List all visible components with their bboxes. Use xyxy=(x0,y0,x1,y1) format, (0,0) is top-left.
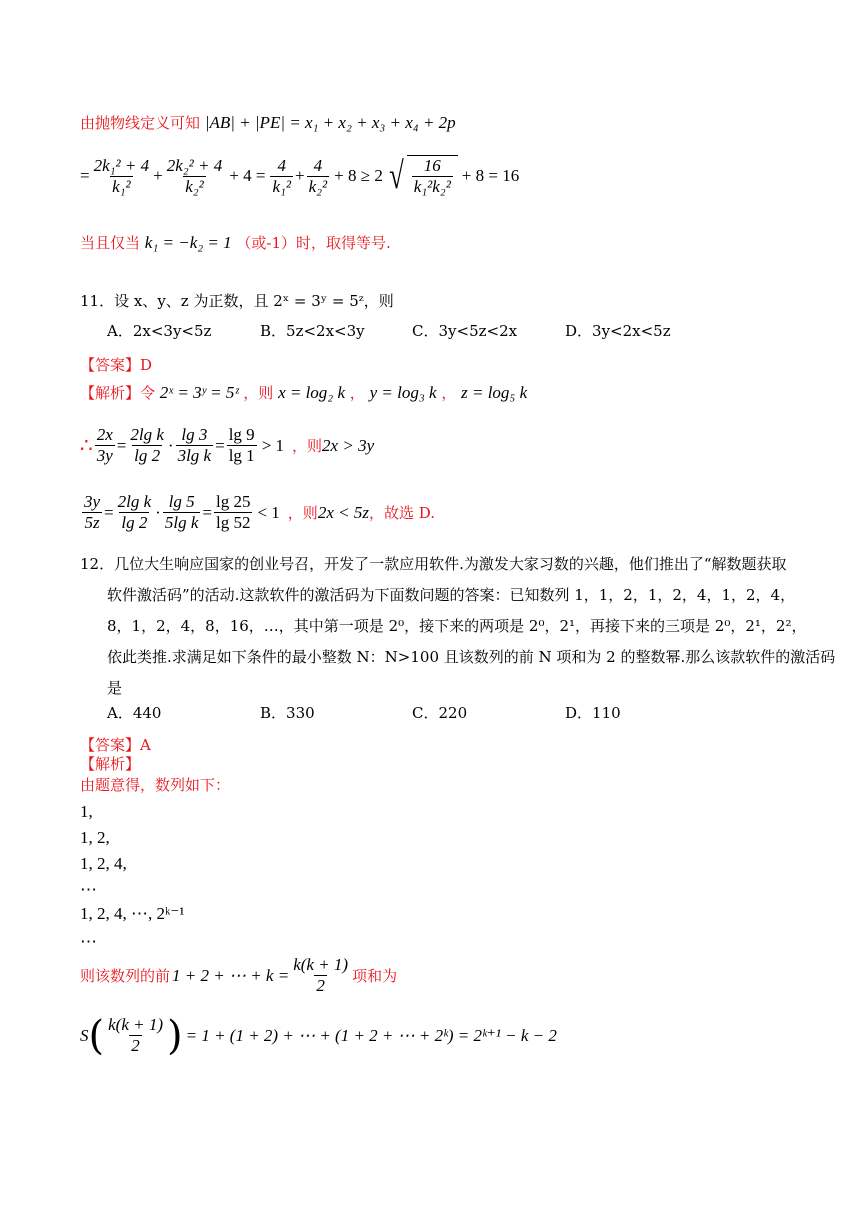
text-suffix: 项和为 xyxy=(352,967,398,985)
text: ， xyxy=(349,384,365,402)
seq-row-dots-2: ⋯ xyxy=(80,932,97,951)
denominator: lg 2 xyxy=(134,446,161,465)
fraction xyxy=(163,492,201,533)
equation-line-sum xyxy=(80,155,519,197)
analysis-label: 【解析】令 xyxy=(80,384,156,402)
q12-option-b: B．330 xyxy=(260,704,315,722)
dot: · xyxy=(167,435,174,455)
text: ，则 xyxy=(243,384,274,402)
text: < 1 xyxy=(257,502,280,522)
line-equality-condition xyxy=(80,232,391,253)
numerator: 2k₂² + 4 xyxy=(166,155,223,175)
radical-icon: √ xyxy=(388,155,404,197)
equation: k₁ = −k₂ = 1 xyxy=(144,233,232,252)
text-prefix: 由抛物线定义可知 xyxy=(80,114,201,132)
denominator: 2 xyxy=(316,976,325,995)
eq-sign: = xyxy=(116,435,127,455)
fraction xyxy=(128,425,166,466)
text: ， xyxy=(441,384,457,402)
text: ，则 xyxy=(292,437,323,455)
numerator: 16 xyxy=(423,156,441,175)
question-12-line-4: 依此类推.求满足如下条件的最小整数 N：N>100 且该数列的前 N 项和为 2 的整数幂.那么该款软件的激活码 xyxy=(107,648,836,666)
q12-option-a: A．440 xyxy=(107,704,162,722)
q11-answer: 【答案】D xyxy=(80,356,153,374)
seq-row-dots-1: ⋯ xyxy=(80,880,97,899)
text: ，则 xyxy=(287,504,318,522)
text: + 8 ≥ 2 xyxy=(334,166,383,185)
denominator: lg 2 xyxy=(121,513,148,532)
denominator: lg 52 xyxy=(215,513,251,532)
seq-row-1: 1, xyxy=(80,802,93,821)
question-12-line-2: 软件激活码”的活动.这款软件的激活码为下面数问题的答案：已知数列 1，1，2，1，2，4，1，2，4， xyxy=(107,586,796,604)
paren-right-icon: ) xyxy=(167,1012,183,1059)
numerator: lg 25 xyxy=(215,492,251,511)
denominator: lg 1 xyxy=(228,446,255,465)
q11-analysis-line xyxy=(80,382,527,403)
fraction xyxy=(106,1015,165,1056)
eq-sign: = xyxy=(215,435,225,455)
q12-option-c: C．220 xyxy=(412,704,468,722)
q11-option-c: C．3y<5z<2x xyxy=(412,322,518,340)
plus: + xyxy=(295,166,305,185)
seq-row-2: 1, 2, xyxy=(80,828,110,847)
q12-sum-count-line xyxy=(80,955,397,996)
numerator: 2x xyxy=(96,425,113,444)
equation: z = log₅ k xyxy=(461,383,528,402)
numerator: k(k + 1) xyxy=(293,955,349,974)
equation: 2ˣ = 3ʸ = 5ᶻ xyxy=(159,383,239,402)
denominator: 5z xyxy=(84,513,100,532)
therefore-icon: ∴ xyxy=(80,435,93,457)
fraction xyxy=(165,156,225,197)
denominator: k₁² xyxy=(272,176,291,196)
q12-option-d: D．110 xyxy=(565,704,621,722)
numerator: 4 xyxy=(277,155,286,175)
text: > 1 xyxy=(261,435,285,455)
text: + 4 = xyxy=(229,166,266,185)
denominator: 3lg k xyxy=(177,446,212,465)
denominator: 2 xyxy=(131,1036,140,1055)
numerator: 4 xyxy=(313,155,323,175)
equation: 1 + 2 + ⋯ + k = xyxy=(172,965,290,985)
fraction xyxy=(227,425,257,466)
fraction xyxy=(92,156,152,197)
result: 2x < 5z xyxy=(317,502,369,522)
plus: + xyxy=(153,166,163,185)
seq-row-k: 1, 2, 4, ⋯, 2ᵏ⁻¹ xyxy=(80,904,185,923)
q12-analysis-label: 【解析】 xyxy=(80,755,141,773)
numerator: lg 5 xyxy=(168,492,195,511)
q11-ratio-line-1 xyxy=(80,425,374,466)
denominator: 3y xyxy=(96,446,113,465)
square-root xyxy=(386,155,458,197)
question-12-line-1: 12．几位大生响应国家的创业号召，开发了一款应用软件.为激发大家习数的兴趣，他们推出了“解数题获取 xyxy=(80,555,787,573)
eq-sign: = xyxy=(104,502,114,522)
q11-ratio-line-2 xyxy=(80,492,435,533)
fraction xyxy=(176,425,214,466)
fraction xyxy=(82,492,102,533)
text: + 8 = 16 xyxy=(461,166,520,185)
numerator: 2k₁² + 4 xyxy=(93,155,150,175)
fraction xyxy=(270,156,293,197)
dot: · xyxy=(155,502,161,522)
numerator: 2lg k xyxy=(117,492,152,511)
fraction xyxy=(116,492,154,533)
text-suffix: （或-1）时，取得等号. xyxy=(236,234,391,252)
numerator: lg 9 xyxy=(228,425,255,444)
text: ，故选 D. xyxy=(368,504,435,522)
fraction xyxy=(214,492,252,533)
q12-answer: 【答案】A xyxy=(80,736,151,754)
numerator: k(k + 1) xyxy=(108,1015,163,1034)
q11-option-a: A．2x<3y<5z xyxy=(107,322,212,340)
fraction xyxy=(307,156,330,197)
eq-sign: = xyxy=(80,166,90,185)
numerator: 3y xyxy=(84,492,101,511)
q11-option-b: B．5z<2x<3y xyxy=(260,322,365,340)
eq-sign: = xyxy=(202,502,212,522)
text-prefix: 当且仅当 xyxy=(80,234,141,252)
line-parabola-definition xyxy=(80,112,456,133)
q12-intro: 由题意得，数列如下： xyxy=(80,776,231,794)
seq-row-3: 1, 2, 4, xyxy=(80,854,127,873)
denominator: k₁² xyxy=(112,176,131,196)
equation: |AB| + |PE| = x₁ + x₂ + x₃ + x₄ + 2p xyxy=(204,113,456,132)
question-12-line-3: 8，1，2，4，8，16，…，其中第一项是 2⁰，接下来的两项是 2⁰，2¹，再接下来的三项是 2⁰，2¹，2²， xyxy=(107,617,807,635)
question-11-stem: 11．设 x、y、z 为正数，且 2ˣ = 3ʸ = 5ᶻ，则 xyxy=(80,292,394,310)
numerator: lg 3 xyxy=(181,425,208,444)
fraction xyxy=(95,425,115,466)
fraction xyxy=(412,156,453,197)
q11-option-d: D．3y<2x<5z xyxy=(565,322,671,340)
denominator: k₂² xyxy=(308,176,328,196)
denominator: k₂² xyxy=(185,176,204,196)
equation: x = log₂ k xyxy=(278,383,346,402)
denominator: k₁²k₂² xyxy=(413,177,451,196)
numerator: 2lg k xyxy=(130,425,164,444)
fraction xyxy=(291,955,350,996)
paren-left-icon: ( xyxy=(88,1012,105,1059)
q12-sum-equation xyxy=(80,1012,557,1059)
result: 2x > 3y xyxy=(322,435,375,455)
sum-symbol: S xyxy=(80,1025,89,1045)
denominator: 5lg k xyxy=(164,513,199,532)
text-prefix: 则该数列的前 xyxy=(80,967,171,985)
equation: = 1 + (1 + 2) + ⋯ + (1 + 2 + ⋯ + 2ᵏ) = 2ᵏ⁺¹ − k − 2 xyxy=(185,1025,557,1045)
question-12-line-5: 是 xyxy=(107,679,123,697)
equation: y = log₃ k xyxy=(369,383,437,402)
